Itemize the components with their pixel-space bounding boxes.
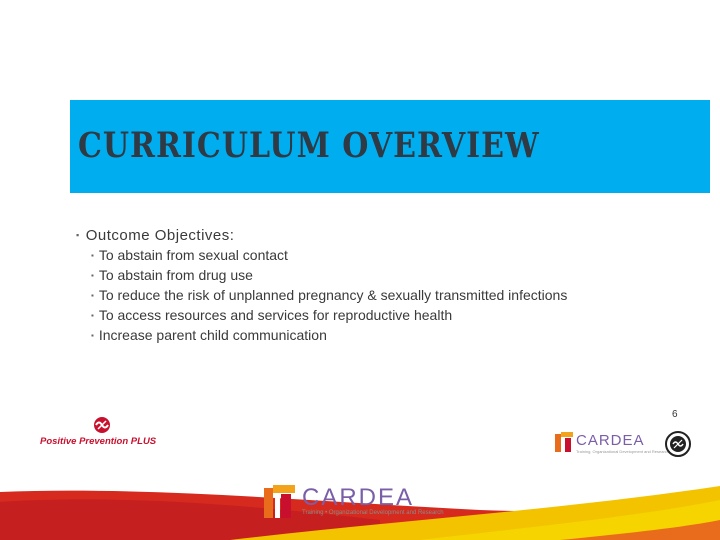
list-item: [91, 325, 696, 345]
cardea-logo-small: [554, 430, 670, 458]
list-item-text: To reduce the risk of unplanned pregnancy & sexually transmitted infections: [98, 287, 568, 303]
title-band: [70, 100, 710, 193]
list-item-text: To abstain from drug use: [98, 267, 253, 283]
list-item-text: Increase parent child communication: [98, 327, 327, 343]
objectives-heading: Outcome Objectives:: [85, 226, 235, 244]
cardea-tagline: Training, Organizational Development and Research: [576, 449, 670, 454]
cardea-mark-icon: [262, 482, 300, 520]
objectives-list: [76, 225, 696, 345]
ppp-logo-text: Positive Prevention PLUS: [40, 436, 157, 447]
ppp-emblem-icon: [40, 416, 170, 436]
list-item-text: To access resources and services for reproductive health: [98, 307, 453, 323]
list-item: [91, 285, 696, 305]
slide-title: CURRICULUM OVERVIEW: [78, 126, 540, 167]
bullet-icon: ▪: [91, 330, 94, 340]
list-item: [91, 265, 696, 285]
bullet-icon: ▪: [76, 230, 80, 240]
objectives-heading-row: [76, 225, 696, 245]
bullet-icon: ▪: [91, 250, 94, 260]
cardea-mark-icon: [554, 430, 576, 454]
bullet-icon: ▪: [91, 270, 94, 280]
cardea-tagline: Training • Organizational Development and Research: [302, 510, 444, 516]
objectives-sublist: [76, 245, 696, 345]
page-number: 6: [672, 409, 678, 420]
list-item-text: To abstain from sexual contact: [98, 247, 288, 263]
bullet-icon: ▪: [91, 290, 94, 300]
positive-prevention-plus-logo: [40, 416, 170, 452]
cardea-word: CARDEA: [576, 432, 645, 449]
bullet-icon: ▪: [91, 310, 94, 320]
cardea-word: CARDEA: [302, 484, 415, 511]
list-item: [91, 245, 696, 265]
circular-emblem-icon: [664, 430, 692, 458]
list-item: [91, 305, 696, 325]
cardea-logo-large: [262, 482, 452, 522]
